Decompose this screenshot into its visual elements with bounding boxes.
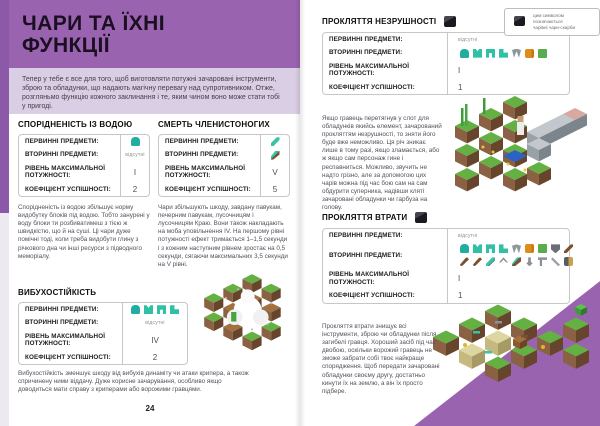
table-row-secondary: [19, 316, 187, 329]
table-row-success: [323, 289, 569, 302]
sword-icon: [486, 257, 495, 266]
legend-line1: цим символом позначаються: [533, 13, 564, 25]
section-body-bane: Чари збільшують шкоду, завдану павукам, печерним павукам, лусочницям і лусочницям Краю. Вони також накладають на моба уповільнення IV. На першому рівні потужності ефект тримається 1–1,5 секунди і з кожним наступним рівнем зростає на 0,5 секунди, сягаючи максимальних 3,5 секунди на V рівні.: [158, 204, 288, 268]
table-row-secondary: [323, 46, 569, 59]
section-bane-of-arthropods: [158, 120, 290, 269]
pumpkin-icon: [525, 49, 534, 58]
illustration-curse-of-binding: [453, 92, 600, 232]
section-title-bane: СМЕРТЬ ЧЛЕНИСТОНОГИХ: [158, 120, 270, 129]
section-blast-body-wrap: [18, 363, 254, 394]
table-row-success: [159, 183, 289, 196]
helmet-icon: [131, 137, 140, 146]
table-row-secondary: [19, 148, 149, 161]
boots-icon: [499, 49, 508, 58]
max-level-value: I: [447, 60, 569, 81]
leggings-icon: [157, 305, 166, 314]
mob-head-icon: [538, 49, 547, 58]
table-row-max-level: [323, 268, 569, 289]
helmet-icon: [131, 305, 140, 314]
secondary-items: [260, 148, 289, 161]
enchant-table-bane: [158, 134, 290, 197]
section-vanishing-body-wrap: [322, 316, 444, 396]
elytra-icon: [512, 244, 521, 253]
illustration-curse-of-vanishing: [425, 295, 600, 415]
treasure-chest-icon: [415, 212, 427, 223]
table-row-max-level: [323, 60, 569, 81]
row-label-secondary: ВТОРИННІ ПРЕДМЕТИ:: [25, 319, 99, 327]
section-blast-protection: [18, 288, 188, 365]
boots-icon: [499, 244, 508, 253]
section-binding-body-wrap: [322, 108, 442, 212]
row-label-success: КОЕФІЦІЄНТ УСПІШНОСТІ:: [329, 83, 415, 91]
table-row-secondary: [159, 148, 289, 161]
table-row-success: [19, 183, 149, 196]
page-title-line1: ЧАРИ ТА ЇХНІ: [22, 12, 165, 35]
book-edge-top: [0, 0, 9, 213]
row-label-max-level: РІВЕНЬ МАКСИМАЛЬНОЇ ПОТУЖНОСТІ:: [25, 332, 106, 348]
row-label-max-level: РІВЕНЬ МАКСИМАЛЬНОЇ ПОТУЖНОСТІ:: [165, 164, 246, 180]
primary-items: [260, 135, 289, 148]
shovel-icon: [525, 257, 534, 266]
row-label-secondary: ВТОРИННІ ПРЕДМЕТИ:: [329, 251, 403, 259]
flint-and-steel-icon: [564, 257, 573, 266]
treasure-chest-icon: [514, 16, 525, 26]
section-title-aqua-affinity: СПОРІДНЕНІСТЬ ІЗ ВОДОЮ: [18, 120, 133, 129]
success-value: 2: [122, 351, 187, 364]
section-title-binding-text: ПРОКЛЯТТЯ НЕЗРУШНОСТІ: [322, 17, 437, 26]
section-body-binding: Якщо гравець перетягнув у слот для обладунків якийсь елемент, зачарований прокляттям незрушності, то зняти його буде вже неможливо. Ця річ зникає лише в тому разі, якщо зламається, або ж якщо сам персонаж гине і респавниться. Можливо, звучить не надто грізно, але за допомогою цих чарів можна під час бою сам на сам обдурити суперника, надівши кляті зачаровані обладунки чи гарбуза на голову.: [322, 115, 442, 212]
section-title-vanishing: [322, 212, 570, 223]
max-level-value: I: [447, 268, 569, 289]
mob-head-icon: [538, 244, 547, 253]
treasure-marker: [442, 16, 458, 27]
treasure-marker: [413, 212, 429, 223]
illustration-blast-explosion: [193, 272, 298, 372]
legend-line2: чарівні чари-скарби: [533, 24, 576, 30]
row-label-primary: ПЕРВИННІ ПРЕДМЕТИ:: [329, 232, 403, 239]
fishing-rod-icon: [460, 257, 469, 266]
intro-text: Тепер у тебе є все для того, щоб виготовляти потужні зачаровані інструменти, зброю та обладунки, що надають магічну перевагу над супротивником. Отже, розгляньмо функцію кожного заклинання і те, яким чином воно може стати тобі у пригоді.: [9, 68, 300, 114]
row-label-max-level: РІВЕНЬ МАКСИМАЛЬНОЇ ПОТУЖНОСТІ:: [25, 164, 106, 180]
legend-text: [533, 13, 592, 30]
row-label-secondary: ВТОРИННІ ПРЕДМЕТИ:: [25, 151, 99, 159]
table-row-success: [323, 81, 569, 94]
helmet-icon: [460, 49, 469, 58]
page-title-line2: ФУНКЦІЇ: [22, 34, 110, 57]
chestplate-icon: [144, 305, 153, 314]
row-label-secondary: ВТОРИННІ ПРЕДМЕТИ:: [329, 49, 403, 57]
legend-icon-wrap: [512, 13, 527, 31]
row-label-primary: ПЕРВИННІ ПРЕДМЕТИ:: [329, 36, 403, 43]
shield-icon: [551, 244, 560, 253]
success-value: 1: [447, 289, 569, 302]
right-page: [300, 0, 600, 426]
enchant-table-blast: [18, 302, 188, 365]
max-level-value: IV: [122, 330, 187, 351]
secondary-items-row2: [458, 257, 575, 266]
table-row-max-level: [19, 330, 187, 351]
row-label-max-level: РІВЕНЬ МАКСИМАЛЬНОЇ ПОТУЖНОСТІ:: [329, 62, 410, 78]
section-body-aqua-affinity: Спорідненість із водою збільшує норму видобутку блоків під водою. Тобто занурені у воду блоки ти розбиватимеш з тією ж швидкістю, що й на суші. Ці чари дуже помічні тоді, коли треба видобути глину з річкового дна чи інші ресурси з підводного меморіалу.: [18, 204, 150, 260]
row-label-max-level: РІВЕНЬ МАКСИМАЛЬНОЇ ПОТУЖНОСТІ:: [329, 271, 410, 286]
primary-items: [120, 135, 149, 148]
enchant-table-vanishing: [322, 228, 570, 304]
left-page: [9, 0, 300, 426]
table-row-secondary: [323, 242, 569, 268]
page-number: 24: [145, 404, 155, 413]
row-label-primary: ПЕРВИННІ ПРЕДМЕТИ:: [25, 306, 99, 313]
success-value: 2: [120, 183, 149, 196]
table-row-max-level: [19, 162, 149, 183]
success-value: 5: [260, 183, 289, 196]
primary-items: [122, 303, 187, 316]
axe-icon: [271, 151, 280, 160]
leggings-icon: [486, 49, 495, 58]
section-curse-of-vanishing: [322, 212, 570, 304]
row-label-success: КОЕФІЦІЄНТ УСПІШНОСТІ:: [25, 353, 111, 361]
secondary-items: відсутні: [120, 148, 149, 161]
pickaxe-icon: [499, 257, 508, 266]
chestplate-icon: [473, 49, 482, 58]
pumpkin-icon: [525, 244, 534, 253]
treasure-legend-box: [504, 8, 600, 36]
section-aqua-affinity: [18, 120, 150, 261]
elytra-icon: [512, 49, 521, 58]
helmet-icon: [460, 244, 469, 253]
section-title-vanishing-text: ПРОКЛЯТТЯ ВТРАТИ: [322, 213, 408, 222]
table-row-primary: [323, 229, 569, 242]
success-value: 1: [447, 81, 569, 94]
section-body-blast: Вибухостійкість зменшує шкоду від вибухів динаміту чи атаки крипера, а також спричинену ними віддачу. Дуже корисне зачарування, особливо якщо доводиться мати справу з криперами або ворожими гравцями.: [18, 370, 249, 394]
page-title-banner: [9, 0, 300, 68]
table-row-max-level: [159, 162, 289, 183]
row-label-primary: ПЕРВИННІ ПРЕДМЕТИ:: [25, 138, 99, 145]
boots-icon: [170, 305, 179, 314]
enchant-table-aqua: [18, 134, 150, 197]
max-level-value: V: [260, 162, 289, 183]
sword-icon: [271, 137, 280, 146]
row-label-success: КОЕФІЦІЄНТ УСПІШНОСТІ:: [165, 185, 251, 193]
enchant-table-binding: [322, 32, 570, 95]
carrot-on-stick-icon: [473, 257, 482, 266]
section-body-vanishing: Прокляття втрати знищує всі інструменти, зброю чи обладунки після загибелі гравця. Хороший засіб під час двобою, оскільки ворожий гравець не зможе забрати собі твоє найкраще спорядження. Щоб передати зачаровані обладунки своєму другу, достатньо кинути їх на землю, а він їх просто підбере.: [322, 323, 440, 395]
secondary-items: відсутні: [122, 316, 187, 329]
secondary-items: [447, 46, 569, 59]
table-row-primary: [19, 135, 149, 148]
hoe-icon: [538, 257, 547, 266]
row-label-success: КОЕФІЦІЄНТ УСПІШНОСТІ:: [25, 185, 111, 193]
row-label-success: КОЕФІЦІЄНТ УСПІШНОСТІ:: [329, 292, 415, 300]
secondary-items-row1: [458, 244, 575, 253]
shears-icon: [551, 257, 560, 266]
max-level-value: I: [120, 162, 149, 183]
section-title-blast: ВИБУХОСТІЙКІСТЬ: [18, 288, 97, 297]
table-row-primary: [19, 303, 187, 316]
primary-items: відсутні: [447, 33, 569, 46]
axe-icon: [512, 257, 521, 266]
secondary-items: [447, 242, 569, 268]
bow-icon: [564, 244, 573, 253]
row-label-primary: ПЕРВИННІ ПРЕДМЕТИ:: [165, 138, 239, 145]
leggings-icon: [486, 244, 495, 253]
row-label-secondary: ВТОРИННІ ПРЕДМЕТИ:: [165, 151, 239, 159]
chestplate-icon: [473, 244, 482, 253]
table-row-primary: [159, 135, 289, 148]
primary-items: відсутні: [447, 229, 569, 242]
book-edge-bottom: [0, 213, 9, 426]
treasure-chest-icon: [444, 16, 456, 27]
